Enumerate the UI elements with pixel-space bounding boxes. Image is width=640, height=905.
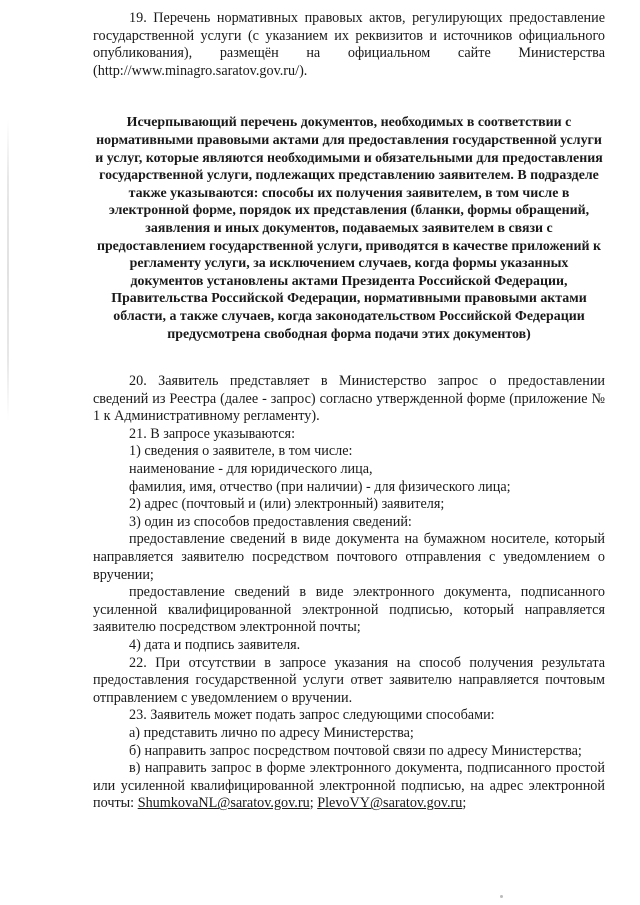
item-21-1b: фамилия, имя, отчество (при наличии) - для физического лица; [129, 478, 511, 495]
scan-speck [500, 895, 503, 898]
email-link-plevo[interactable]: PlevoVY@saratov.gov.ru [317, 795, 463, 812]
item-21-1a: наименование - для юридического лица, [129, 461, 373, 478]
item-21-4: 4) дата и подпись заявителя. [129, 637, 301, 653]
item-20: 20. Заявитель представляет в Министерство запрос о предоставлении сведений из Реестра (далее - запрос) согласно утвержденной форме (приложение № 1 к Административному регламенту). [93, 373, 605, 425]
email-link-shumkova[interactable]: ShumkovaNL@saratov.gov.ru [137, 795, 310, 812]
item-21-1: 1) сведения о заявителе, в том числе: [129, 443, 353, 460]
item-23c-text: в) направить запрос в форме электронного документа, подписанного простой или усиленной квалифицированной электронной подписью, на адрес электронной почты: [93, 760, 605, 812]
item-23c [93, 760, 605, 813]
section-heading: Исчерпывающий перечень документов, необходимых в соответствии с нормативными правовыми актами для предоставления государственной услуги и услуг, которые являются необходимыми и обязательными для предоставления государственной услуги, подлежащих представлению заявителем. В подразделе также указываются: способы их получения заявителем, в том числе в электронной форме, порядок их представления (бланки, формы обращений, заявления и иных документов, подаваемых заявителем в связи с предоставлением государственной услуги, приводятся в качестве приложений к регламенту услуги, за исключением случаев, когда формы указанных документов установлены актами Президента Российской Федерации, Правительства Российской Федерации, нормативными правовыми актами области, а также случаев, когда законодательством Российской Федерации предусмотрена свободная форма подачи этих документов) [95, 115, 603, 342]
item-23: 23. Заявитель может подать запрос следующими способами: [129, 707, 495, 724]
email-separator: ; [309, 795, 314, 812]
item-22: 22. При отсутствии в запросе указания на способ получения результата предоставления государственной услуги ответ заявителю направляется почтовым отправлением с уведомлением о вручении. [93, 654, 605, 706]
item-21-3a: предоставление сведений в виде документа на бумажном носителе, который направляется заявителю посредством почтового отправления с уведомлением о вручении; [93, 531, 605, 583]
item-21: 21. В запросе указываются: [129, 425, 296, 442]
item-21-3b: предоставление сведений в виде электронного документа, подписанного усиленной квалифицированной электронной подписью, который направляется заявителю посредством электронной почты; [93, 584, 605, 636]
item-23a: а) представить лично по адресу Министерства; [129, 724, 414, 741]
document-body [93, 10, 605, 813]
email-end: ; [462, 795, 467, 812]
scan-edge-shadow [7, 120, 9, 420]
item-23b: б) направить запрос посредством почтовой связи по адресу Министерства; [129, 742, 582, 759]
item-19: 19. Перечень нормативных правовых актов, регулирующих предоставление государственной услуги (с указанием их реквизитов и источников официального опубликования), размещён на официальном сайте Министерства (http://www.minagro.saratov.gov.ru/). [93, 10, 605, 79]
item-21-3: 3) один из способов предоставления сведений: [129, 513, 412, 530]
item-21-2: 2) адрес (почтовый и (или) электронный) заявителя; [129, 496, 445, 513]
